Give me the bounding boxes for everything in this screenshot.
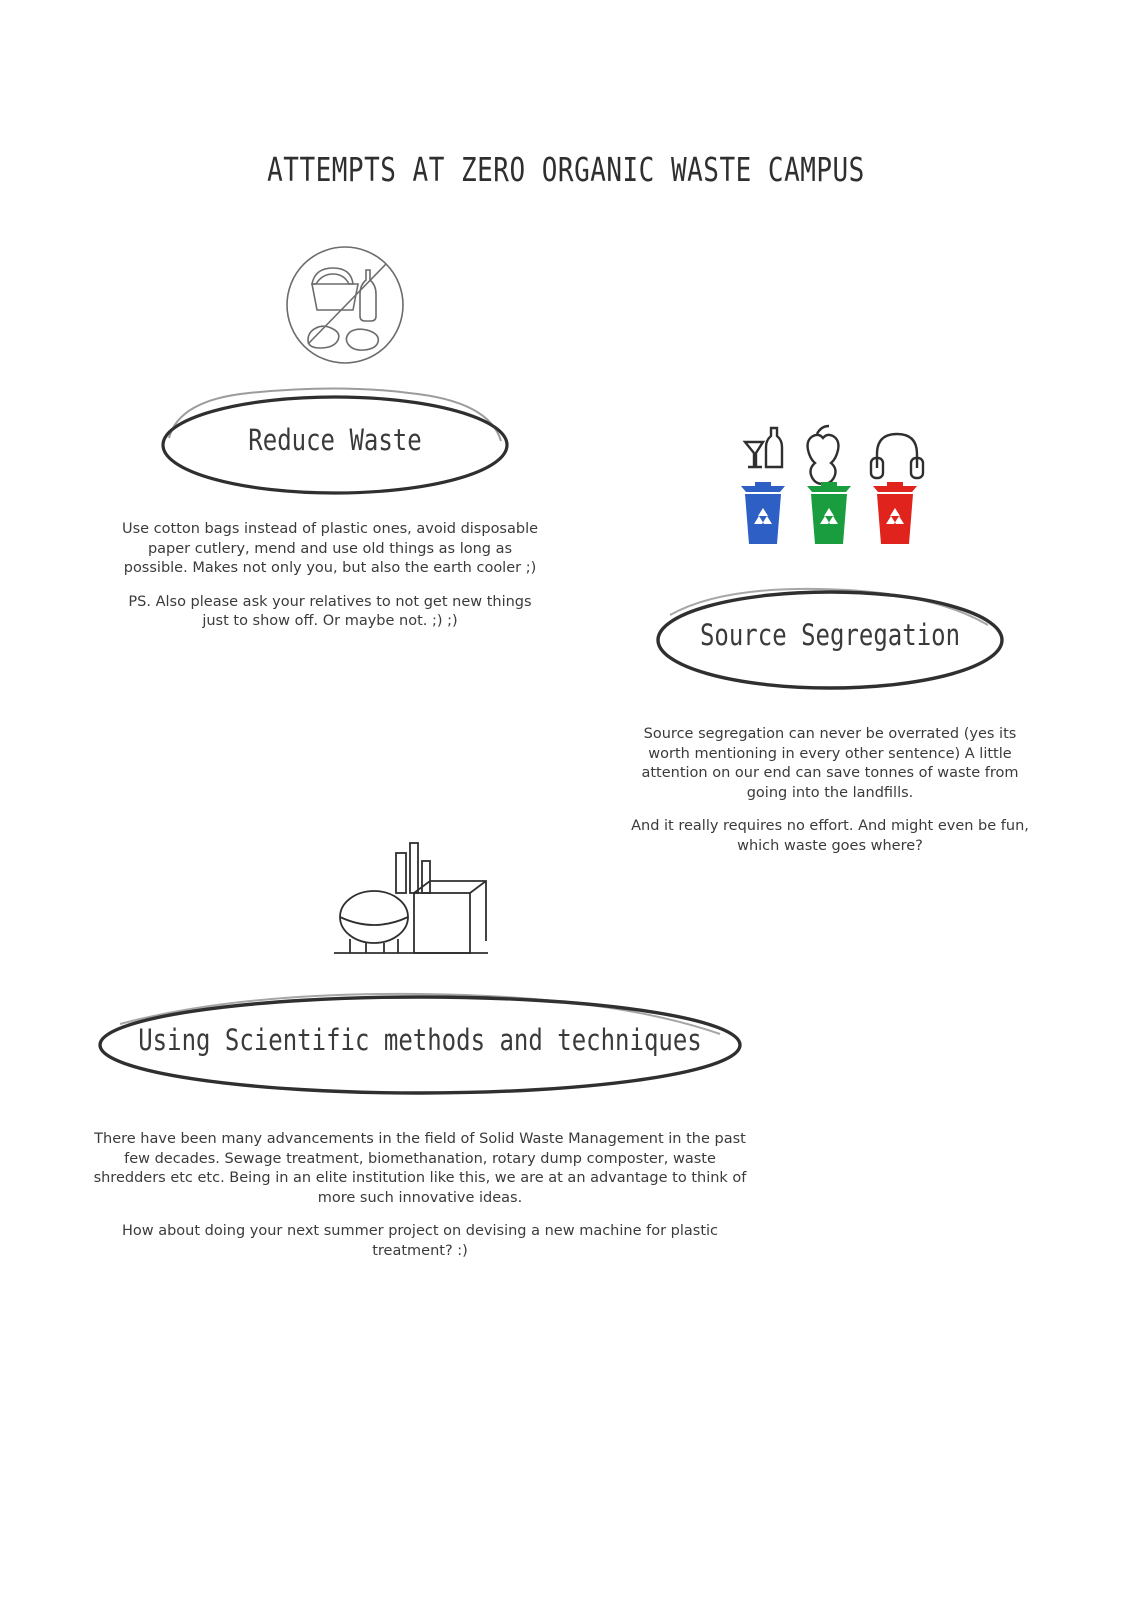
reduce-waste-bubble xyxy=(155,390,515,500)
source-segregation-bubble xyxy=(650,585,1010,695)
source-segregation-text xyxy=(630,725,1030,856)
plastic-bag-no-plastic-icon xyxy=(280,240,410,370)
source-segregation-paragraph-1: Source segregation can never be overrated (yes its worth mentioning in every other sentence) A little attention on our end can save tonnes of waste from going into the landfills. xyxy=(641,726,1019,801)
source-segregation-label: Source Segregation xyxy=(699,617,961,653)
page-title: ATTEMPTS AT ZERO ORGANIC WASTE CAMPUS xyxy=(267,152,865,190)
reduce-waste-paragraph-2: PS. Also please ask your relatives to not get new things just to show off. Or maybe not. ;) ;) xyxy=(128,593,532,630)
scientific-methods-paragraph-2: How about doing your next summer project on devising a new machine for plastic treatment? :) xyxy=(121,1223,719,1259)
recycling-bins-icon xyxy=(735,420,925,570)
reduce-waste-paragraph-1: Use cotton bags instead of plastic ones, avoid disposable paper cutlery, mend and use old things as long as possible. Makes not only you, but also the earth cooler ;) xyxy=(121,521,539,577)
scientific-methods-label: Using Scientific methods and techniques xyxy=(138,1022,702,1058)
reduce-waste-text xyxy=(120,520,540,632)
source-segregation-paragraph-2: And it really requires no effort. And might even be fun, which waste goes where? xyxy=(631,818,1029,854)
reduce-waste-label: Reduce Waste xyxy=(248,422,422,458)
scientific-methods-paragraph-1: There have been many advancements in the field of Solid Waste Management in the past few decades. Sewage treatment, biomethanation, rotary dump composter, waste shredders etc etc. Being in an elite institution like this, we are at an advantage to think of more such innovative ideas. xyxy=(93,1131,747,1206)
scientific-methods-bubble xyxy=(90,990,750,1100)
factory-plant-icon xyxy=(330,835,490,965)
scientific-methods-text xyxy=(90,1130,750,1261)
